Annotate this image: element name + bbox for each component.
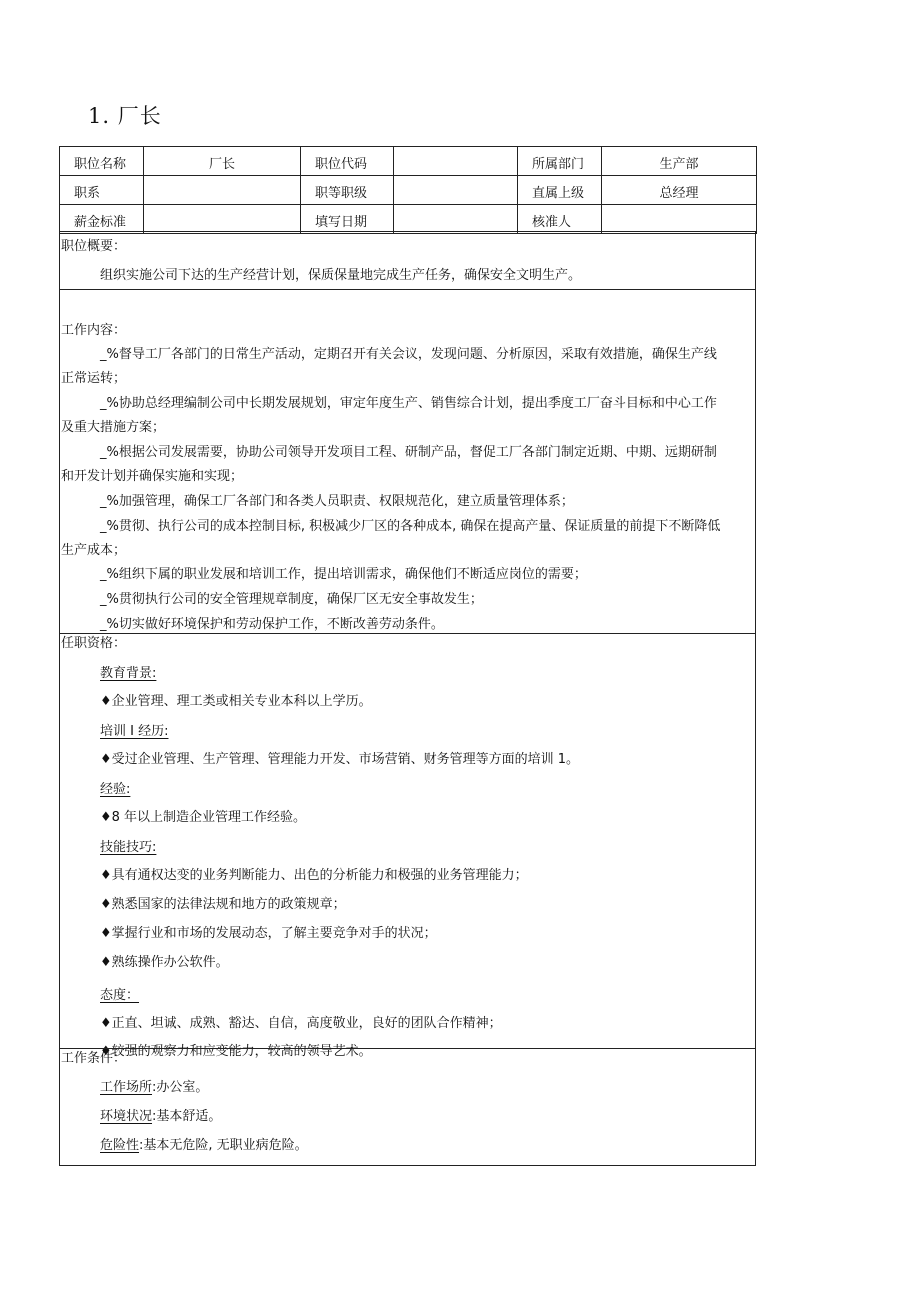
risk-label: 危险性 bbox=[100, 1138, 140, 1153]
education-text: ♦企业管理、理工类或相关专业本科以上学历。 bbox=[100, 694, 372, 709]
environment-value: :基本舒适。 bbox=[152, 1109, 222, 1124]
approver-label: 核准人 bbox=[518, 205, 602, 234]
work-line: _%根据公司发展需要，协助公司领导开发项目工程、研制产品，督促工厂各部门制定近期、中期、远期研制 bbox=[100, 445, 717, 460]
work-line: _%督导工厂各部门的日常生产活动，定期召开有关会议，发现问题、分析原因，采取有效措施，确保生产线 bbox=[100, 347, 717, 362]
environment-label: 环境状况 bbox=[100, 1109, 153, 1124]
header-row-3 bbox=[60, 205, 757, 234]
workplace-row bbox=[100, 1078, 208, 1098]
job-code-value bbox=[394, 147, 518, 176]
department-value: 生产部 bbox=[602, 147, 757, 176]
skill-item: ♦掌握行业和市场的发展动态，了解主要竞争对手的状况； bbox=[100, 926, 437, 941]
work-line: _%贯彻、执行公司的成本控制目标, 积极减少厂区的各种成本, 确保在提高产量、保证质量的前提下不断降低 bbox=[100, 519, 721, 534]
work-label: 工作内容： bbox=[61, 323, 127, 338]
skill-item: ♦熟悉国家的法律法规和地方的政策规章； bbox=[100, 897, 346, 912]
work-line: _%组织下属的职业发展和培训工作，提出培训需求，确保他们不断适应岗位的需要； bbox=[100, 567, 587, 582]
job-grade-value bbox=[394, 176, 518, 205]
supervisor-value: 总经理 bbox=[602, 176, 757, 205]
approver-value bbox=[602, 205, 757, 234]
job-code-label: 职位代码 bbox=[301, 147, 394, 176]
work-line: _%加强管理，确保工厂各部门和各类人员职责、权限规范化，建立质量管理体系； bbox=[100, 494, 574, 509]
supervisor-label: 直属上级 bbox=[518, 176, 602, 205]
skills-label: 技能技巧: bbox=[100, 840, 157, 855]
fill-date-value bbox=[394, 205, 518, 234]
work-line: 正常运转； bbox=[61, 371, 127, 386]
header-row-2 bbox=[60, 176, 757, 205]
work-line: 生产成本； bbox=[61, 543, 127, 558]
work-line: 及重大措施方案； bbox=[61, 420, 166, 435]
attitude-item: ♦正直、坦诚、成熟、豁达、自信，高度敬业，良好的团队合作精神； bbox=[100, 1016, 502, 1031]
work-section bbox=[59, 289, 756, 634]
experience-label: 经验: bbox=[100, 782, 131, 797]
overview-section bbox=[59, 231, 756, 290]
experience-text: ♦8 年以上制造企业管理工作经验。 bbox=[100, 810, 307, 825]
education-label: 教育背景: bbox=[100, 666, 157, 681]
skill-item: ♦具有通权达变的业务判断能力、出色的分析能力和极强的业务管理能力； bbox=[100, 868, 528, 883]
department-label: 所属部门 bbox=[518, 147, 602, 176]
page-title: 1. 厂长 bbox=[88, 104, 162, 128]
risk-value: :基本无危险, 无职业病危险。 bbox=[139, 1138, 308, 1153]
header-row-1 bbox=[60, 147, 757, 176]
fill-date-label: 填写日期 bbox=[301, 205, 394, 234]
job-title-value: 厂长 bbox=[144, 147, 301, 176]
salary-value bbox=[144, 205, 301, 234]
qualification-label: 任职资格： bbox=[61, 636, 127, 651]
attitude-label: 态度： bbox=[100, 988, 140, 1003]
skill-item: ♦熟练操作办公软件。 bbox=[100, 955, 229, 970]
workplace-value: :办公室。 bbox=[152, 1080, 209, 1095]
conditions-label: 工作条件： bbox=[61, 1051, 127, 1066]
work-line: 和开发计划并确保实施和实现； bbox=[61, 469, 244, 484]
training-label: 培训 I 经历: bbox=[100, 724, 169, 739]
environment-row bbox=[100, 1107, 221, 1127]
work-line: _%切实做好环境保护和劳动保护工作，不断改善劳动条件。 bbox=[100, 617, 444, 632]
risk-row bbox=[100, 1136, 308, 1156]
salary-label: 薪金标准 bbox=[60, 205, 144, 234]
overview-label: 职位概要： bbox=[61, 239, 127, 254]
attitude-item: ♦较强的观察力和应变能力，较高的领导艺术。 bbox=[100, 1044, 372, 1059]
job-header-table bbox=[59, 146, 757, 234]
job-grade-label: 职等职级 bbox=[301, 176, 394, 205]
job-family-label: 职系 bbox=[60, 176, 144, 205]
overview-text: 组织实施公司下达的生产经营计划，保质保量地完成生产任务，确保安全文明生产。 bbox=[100, 268, 582, 283]
training-text: ♦受过企业管理、生产管理、管理能力开发、市场营销、财务管理等方面的培训 1。 bbox=[100, 752, 580, 767]
job-family-value bbox=[144, 176, 301, 205]
work-line: _%协助总经理编制公司中长期发展规划，审定年度生产、销售综合计划，提出季度工厂奋斗目标和中心工作 bbox=[100, 396, 717, 411]
conditions-section bbox=[59, 1048, 756, 1166]
job-title-label: 职位名称 bbox=[60, 147, 144, 176]
workplace-label: 工作场所 bbox=[100, 1080, 153, 1095]
work-line: _%贯彻执行公司的安全管理规章制度，确保厂区无安全事故发生； bbox=[100, 592, 483, 607]
